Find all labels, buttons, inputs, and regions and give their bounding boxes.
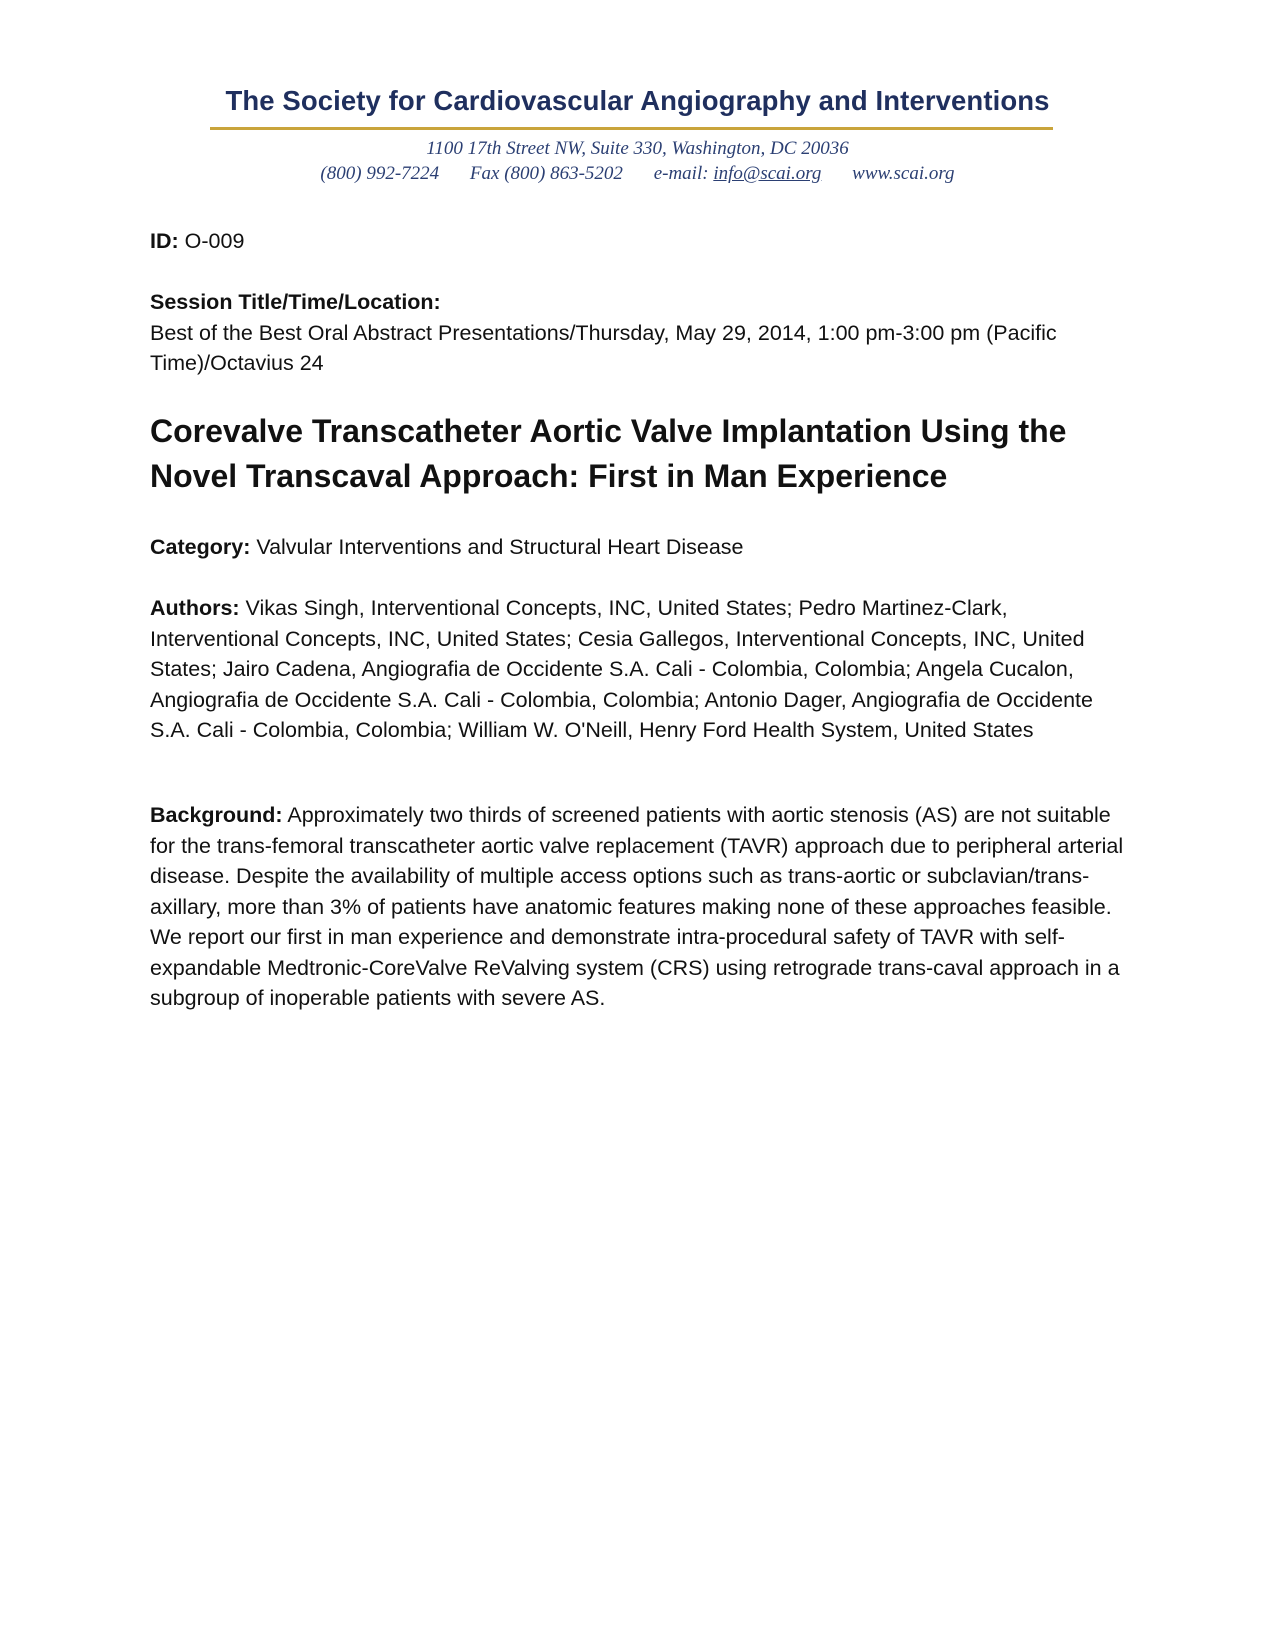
website-link[interactable]: www.scai.org [852,163,955,184]
email-info [654,163,822,184]
background [150,800,1130,1014]
contact-block [0,136,1275,186]
category-value: Valvular Interventions and Structural Heart Disease [250,535,744,559]
authors-label: Authors: [150,596,240,620]
id-label: ID: [150,229,179,253]
category-label: Category: [150,535,251,559]
email-link[interactable]: info@scai.org [713,163,822,184]
session-label: Session Title/Time/Location: [150,290,441,314]
fax-number: Fax (800) 863-5202 [469,163,623,184]
contact-line [0,161,1275,186]
abstract-title: Corevalve Transcatheter Aortic Valve Implantation Using the Novel Transcaval Approach: First in Man Experience [150,413,1067,494]
authors [150,593,1130,746]
background-label: Background: [150,803,283,827]
category [150,532,1130,563]
background-value: Approximately two thirds of screened patients with aortic stenosis (AS) are not suitable for the trans-femoral transcatheter aortic valve replacement (TAVR) approach due to peripheral arterial disease. Despite the availability of multiple access options such as trans-aortic or subclavian/trans-axillary, more than 3% of patients have anatomic features making none of these approaches feasible. We report our first in man experience and demonstrate intra-procedural safety of TAVR with self-expandable Medtronic-CoreValve ReValving system (CRS) using retrograde trans-caval approach in a subgroup of inoperable patients with severe AS. [150,803,1124,1010]
abstract-id [150,226,1130,257]
email-label: e-mail: [653,163,714,184]
id-value: O-009 [178,229,245,253]
session-value: Best of the Best Oral Abstract Presentations/Thursday, May 29, 2014, 1:00 pm-3:00 pm (Pacific Time)/Octavius 24 [150,320,1057,375]
session-info [150,287,1130,379]
street-address: 1100 17th Street NW, Suite 330, Washington, DC 20036 [426,138,849,159]
phone-number: (800) 992-7224 [320,163,440,184]
letterhead-divider [210,127,1053,130]
authors-value: Vikas Singh, Interventional Concepts, INC, United States; Pedro Martinez-Clark, Interventional Concepts, INC, United States; Cesia Gallegos, Interventional Concepts, INC, United States; Jairo Cadena, Angiografia de Occidente S.A. Cali - Colombia, Colombia; Angela Cucalon, Angiografia de Occidente S.A. Cali - Colombia, Colombia; Antonio Dager, Angiografia de Occidente S.A. Cali - Colombia, Colombia; William W. O'Neill, Henry Ford Health System, United States [150,596,1093,742]
letterhead [0,84,1275,118]
organization-name: The Society for Cardiovascular Angiography and Interventions [225,85,1050,116]
